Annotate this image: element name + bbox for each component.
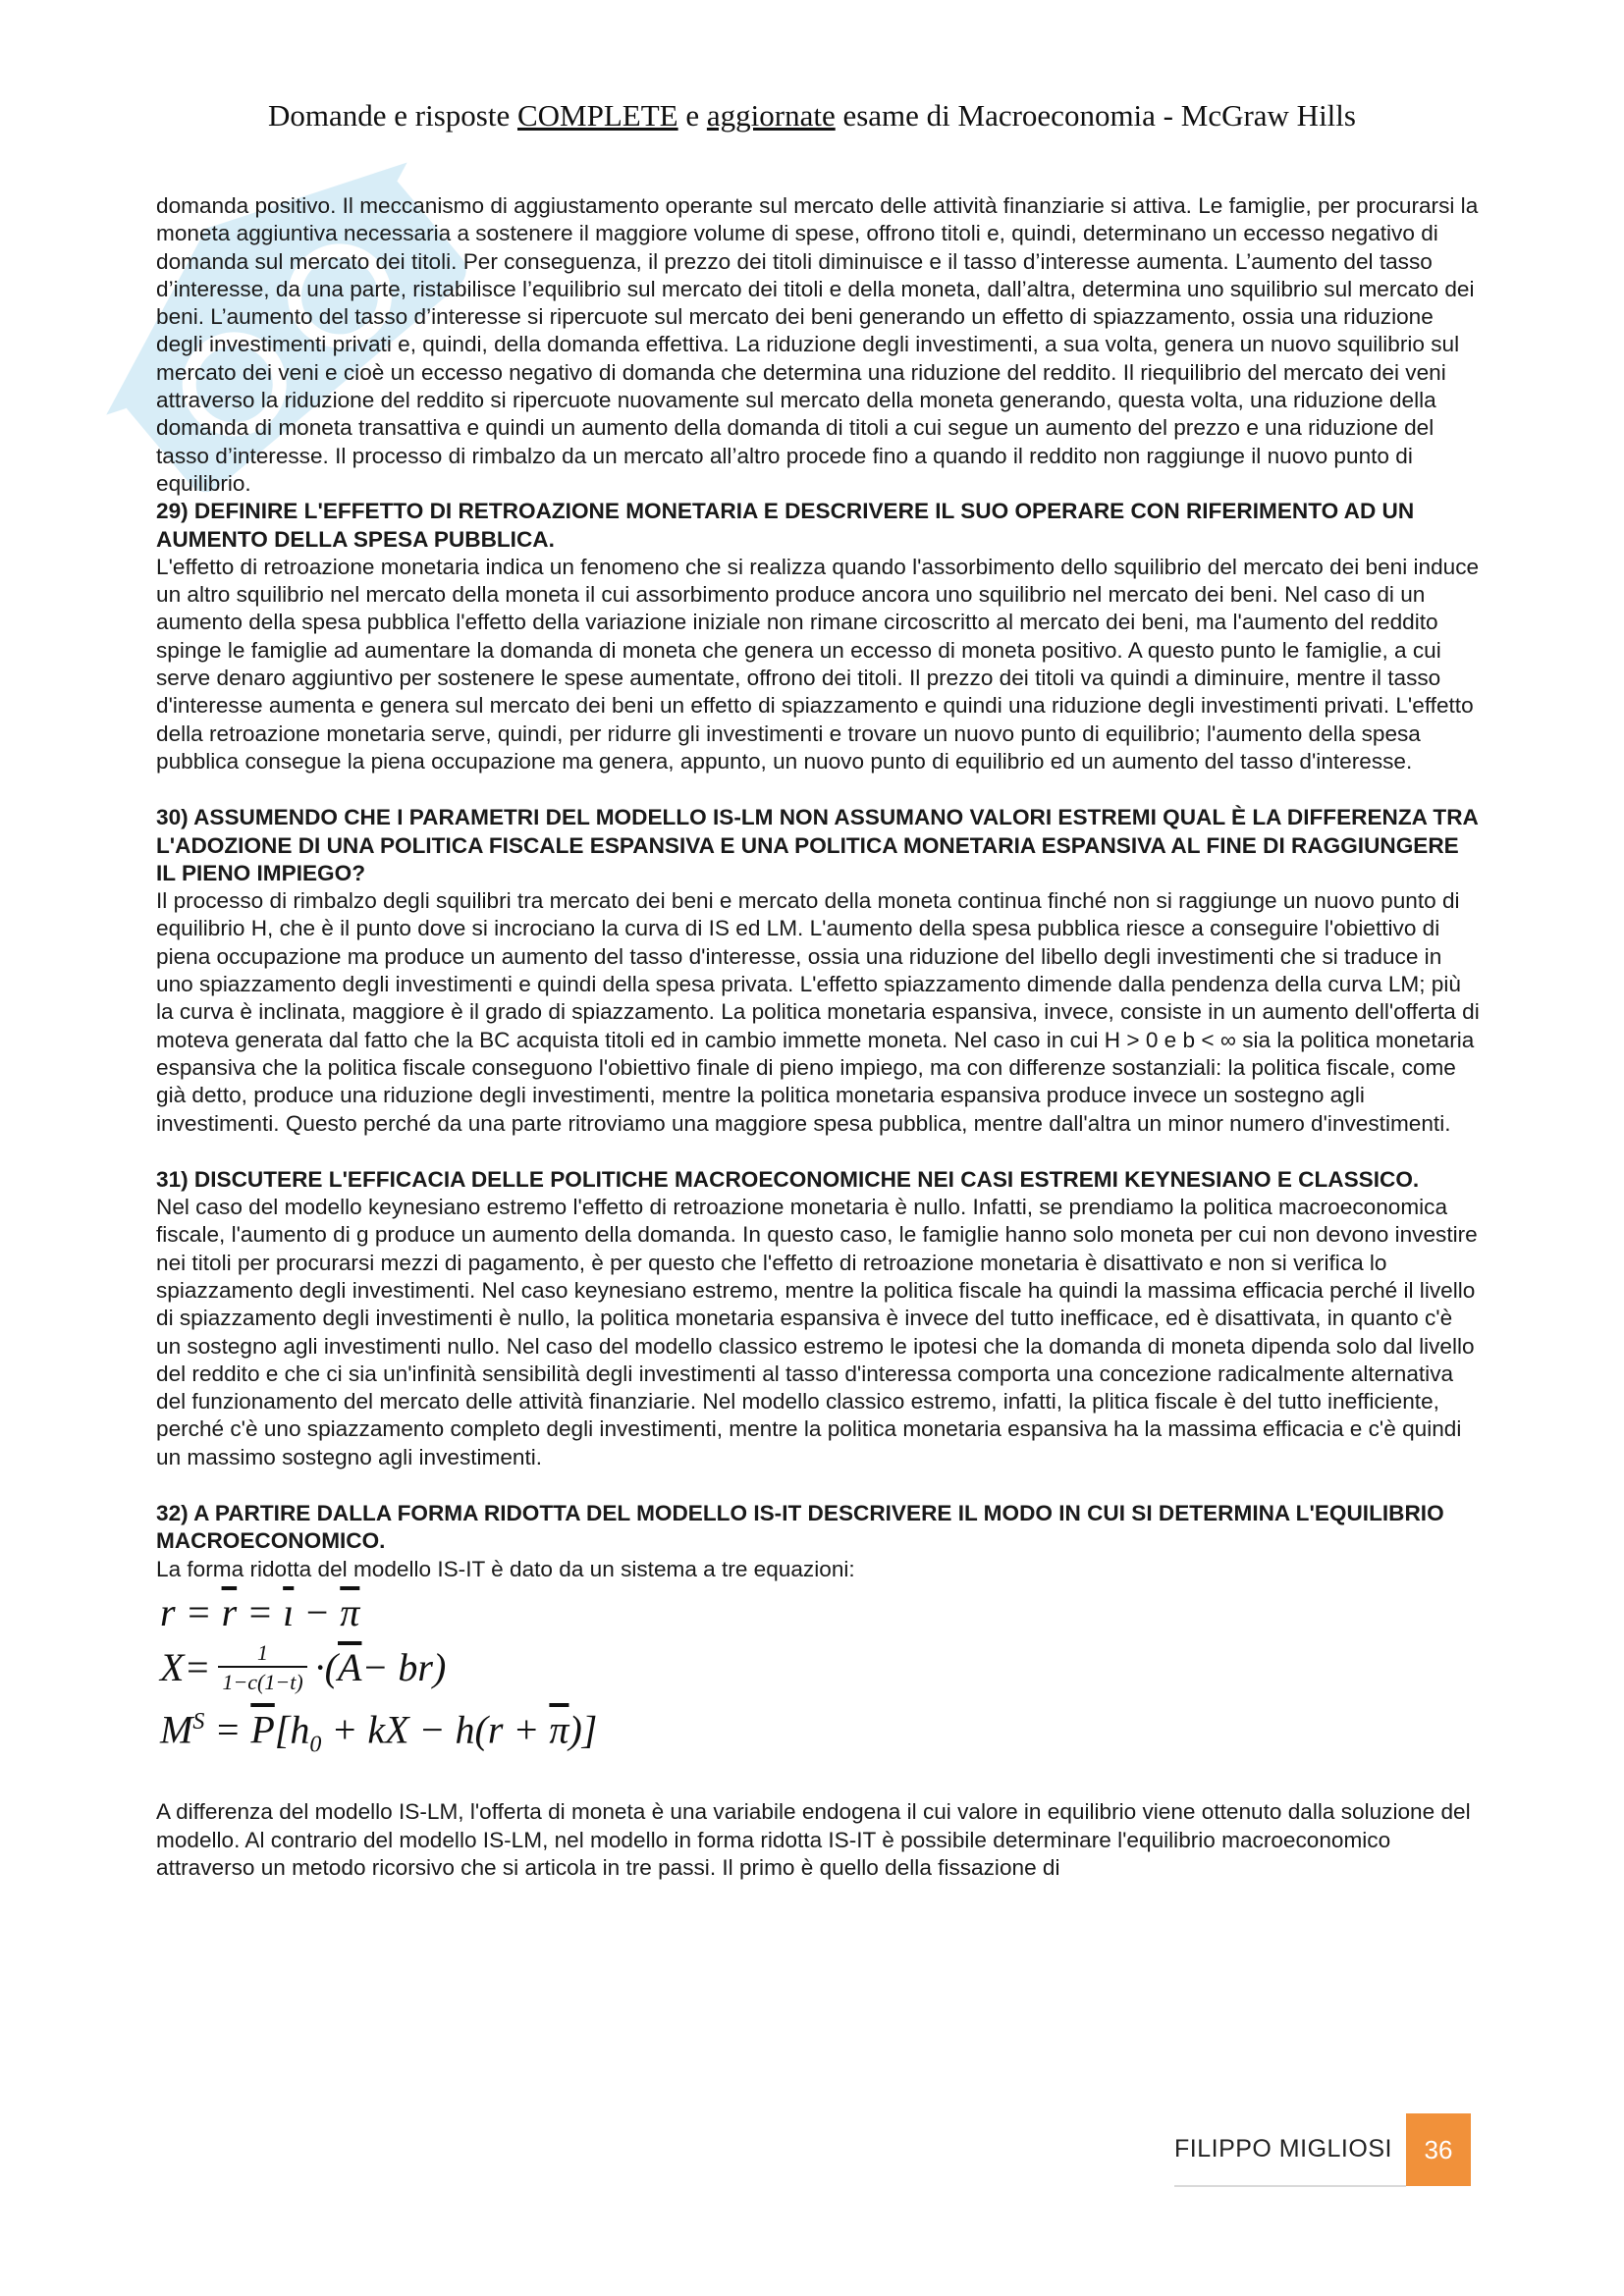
formula-interest-rate: $r = \overline{r} = \overline{ı} - \overline{\pi}$	[160, 1589, 360, 1634]
header-part1: Domande e risposte	[268, 98, 517, 133]
question-30: 30) ASSUMENDO CHE I PARAMETRI DEL MODELLO IS-LM NON ASSUMANO VALORI ESTREMI QUAL È LA DIFFERENZA TRA L'ADOZIONE DI UNA POLITICA FISCALE ESPANSIVA E UNA POLITICA MONETARIA ESPANSIVA AL FINE DI RAGGIUNGERE IL PIENO IMPIEGO?	[156, 805, 1479, 885]
question-29: 29) DEFINIRE L'EFFETTO DI RETROAZIONE MONETARIA E DESCRIVERE IL SUO OPERARE CON RIFERIMENTO AD UN AUMENTO DELLA SPESA PUBBLICA.	[156, 499, 1415, 552]
header-complete: COMPLETE	[516, 98, 678, 133]
page-number: 36	[1406, 2113, 1471, 2186]
fraction-multiplier: $\frac{1}{1-c(1-t)}$	[218, 1640, 306, 1695]
header-aggiornate: aggiornate	[706, 98, 836, 133]
page-header	[0, 98, 1624, 133]
answer-32-intro: La forma ridotta del modello IS-IT è dato da un sistema a tre equazioni:	[156, 1556, 855, 1581]
spacer	[156, 1138, 1482, 1166]
answer-32-continued: A differenza del modello IS-LM, l'offerta di moneta è una variabile endogena il cui valore in equilibrio viene ottenuto dalla soluzione del modello. Al contrario del modello IS-LM, nel modello in forma ridotta IS-IT è possibile determinare l'equilibrio macroeconomico attraverso un metodo ricorsivo che si articola in tre passi. Il primo è quello della fissazione di	[156, 1799, 1471, 1880]
spacer	[156, 1471, 1482, 1500]
spacer	[156, 775, 1482, 804]
header-part2: e	[677, 98, 707, 133]
spacer	[156, 1769, 1482, 1798]
answer-30: Il processo di rimbalzo degli squilibri tra mercato dei beni e mercato della moneta continua finché non si raggiunge un nuovo punto di equilibrio H, che è il punto dove si incrociano la curva di IS ed LM. L'aumento della spesa pubblica riesce a conseguire l'obiettivo di piena occupazione ma produce un aumento del tasso d'interesse, ossia una riduzione del libello degli investimenti che si traduce in uno spiazzamento degli investimenti e quindi della spesa privata. L'effetto spiazzamento dimende dalla pendenza della curva LM; più la curva è inclinata, maggiore è il grado di spiazzamento. La politica monetaria espansiva, invece, consiste in un aumento dell'offerta di moteva generata dal fatto che la BC acquista titoli ed in cambio immette moneta. Nel caso in cui H > 0 e b < ∞ sia la politica monetaria espansiva che la politica fiscale conseguono l'obiettivo finale di pieno impiego, ma con differenze sostanziali: la politica fiscale, come già detto, produce una riduzione degli investimenti, mentre la politica monetaria espansiva produce invece un sostegno agli investimenti. Questo perché da una parte ritroviamo una maggiore spesa pubblica, mentre dall'altra un minor numero d'investimenti.	[156, 888, 1480, 1136]
question-32: 32) A PARTIRE DALLA FORMA RIDOTTA DEL MODELLO IS-IT DESCRIVERE IL MODO IN CUI SI DETERMINA L'EQUILIBRIO MACROECONOMICO.	[156, 1501, 1444, 1554]
question-31: 31) DISCUTERE L'EFFICACIA DELLE POLITICHE MACROECONOMICHE NEI CASI ESTREMI KEYNESIANO E CLASSICO.	[156, 1166, 1420, 1192]
formula-output: X = $\frac{1}{1-c(1-t)}$ · ( $\overline{A}$ − br)	[160, 1639, 447, 1694]
author-name: FILIPPO MIGLIOSI	[1174, 2112, 1406, 2187]
answer-29: L'effetto di retroazione monetaria indica un fenomeno che si realizza quando l'assorbimento dello squilibrio del mercato dei beni induce un altro squilibrio nel mercato della moneta il cui assorbimento produce ancora uno squilibrio nel mercato dei beni. Nel caso di un aumento della spesa pubblica l'effetto della variazione iniziale non rimane circoscritto al mercato dei beni, ma l'aumento del reddito spinge le famiglie ad aumentare la domanda di moneta che genera un eccesso di moneta positivo. A questo punto le famiglie, a cui serve denaro aggiuntivo per sostenere le spese aumentate, offrono dei titoli. Il prezzo dei titoli va quindi a diminuire, mentre il tasso d'interesse aumenta e genera sul mercato dei beni un effetto di spiazzamento e quindi una riduzione degli investimenti privati. L'effetto della retroazione monetaria serve, quindi, per ridurre gli investimenti e trovare un nuovo punto di equilibrio; l'aumento della spesa pubblica consegue la piena occupazione ma genera, appunto, un nuovo punto di equilibrio ed un aumento del tasso d'interesse.	[156, 554, 1480, 774]
answer-31: Nel caso del modello keynesiano estremo l'effetto di retroazione monetaria è nullo. Infatti, se prendiamo la politica macroeconomica fiscale, l'aumento di g produce un aumento della domanda. In questo caso, le famiglie hanno solo moneta per cui non devono investire nei titoli per procurarsi mezzi di pagamento, è per questo che l'effetto di retroazione monetaria è disattivato e non si verifica lo spiazzamento degli investimenti. Nel caso keynesiano estremo, mentre la politica fiscale ha quindi la massima efficacia perché il livello di spiazzamento degli investimenti è nullo, la politica monetaria espansiva è invece del tutto inefficace, ed è disattivata, in quanto c'è un sostegno agli investimenti nullo. Nel caso del modello classico estremo le ipotesi che la domanda di moneta dipenda solo dal livello del reddito e che ci sia un'infinità sensibilità degli investimenti al tasso d'interessa comporta una concezione radicalmente alternativa del funzionamento del mercato delle attività finanziarie. Nel modello classico estremo, infatti, la plitica fiscale è del tutto inefficiente, perché c'è uno spiazzamento completo degli investimenti, mentre la politica monetaria espansiva ha la massima efficacia e c'è quindi un massimo sostegno agli investimenti.	[156, 1195, 1478, 1469]
intro-paragraph: domanda positivo. Il meccanismo di aggiustamento operante sul mercato delle attività finanziarie si attiva. Le famiglie, per procurarsi la moneta aggiuntiva necessaria a sostenere il maggiore volume di spese, offrono titoli e, quindi, determinano un eccesso negativo di domanda sul mercato dei titoli. Per conseguenza, il prezzo dei titoli diminuisce e il tasso d’interesse aumenta. L’aumento del tasso d’interesse, da una parte, ristabilisce l’equilibrio sul mercato dei titoli e della moneta, dall’altra, determina uno squilibrio sul mercato dei beni. L’aumento del tasso d’interesse si ripercuote sul mercato dei beni generando un effetto di spiazzamento, ossia una riduzione degli investimenti privati e, quindi, della domanda effettiva. La riduzione degli investimenti, a sua volta, genera un nuovo squilibrio sul mercato dei veni e cioè un eccesso negativo di domanda che determina una riduzione del reddito. Il riequilibrio del mercato dei veni attraverso la riduzione del reddito si ripercuote nuovamente sul mercato della moneta generando, questa volta, una riduzione della domanda di moneta transattiva e quindi un aumento della domanda di titoli a cui segue un aumento del prezzo e una riduzione del tasso d’interesse. Il processo di rimbalzo da un mercato all’altro procede fino a quando il reddito non raggiunge il nuovo punto di equilibrio.	[156, 193, 1479, 496]
formula-money-supply: $M^S = \overline{P}[h_0$ + kX − $h(r + \overline{\pi})$]	[160, 1707, 598, 1758]
header-part3: esame di Macroeconomia - McGraw Hills	[835, 98, 1356, 133]
formula-block	[160, 1589, 1482, 1769]
page-body	[156, 192, 1482, 1882]
page-footer	[1174, 2113, 1471, 2186]
